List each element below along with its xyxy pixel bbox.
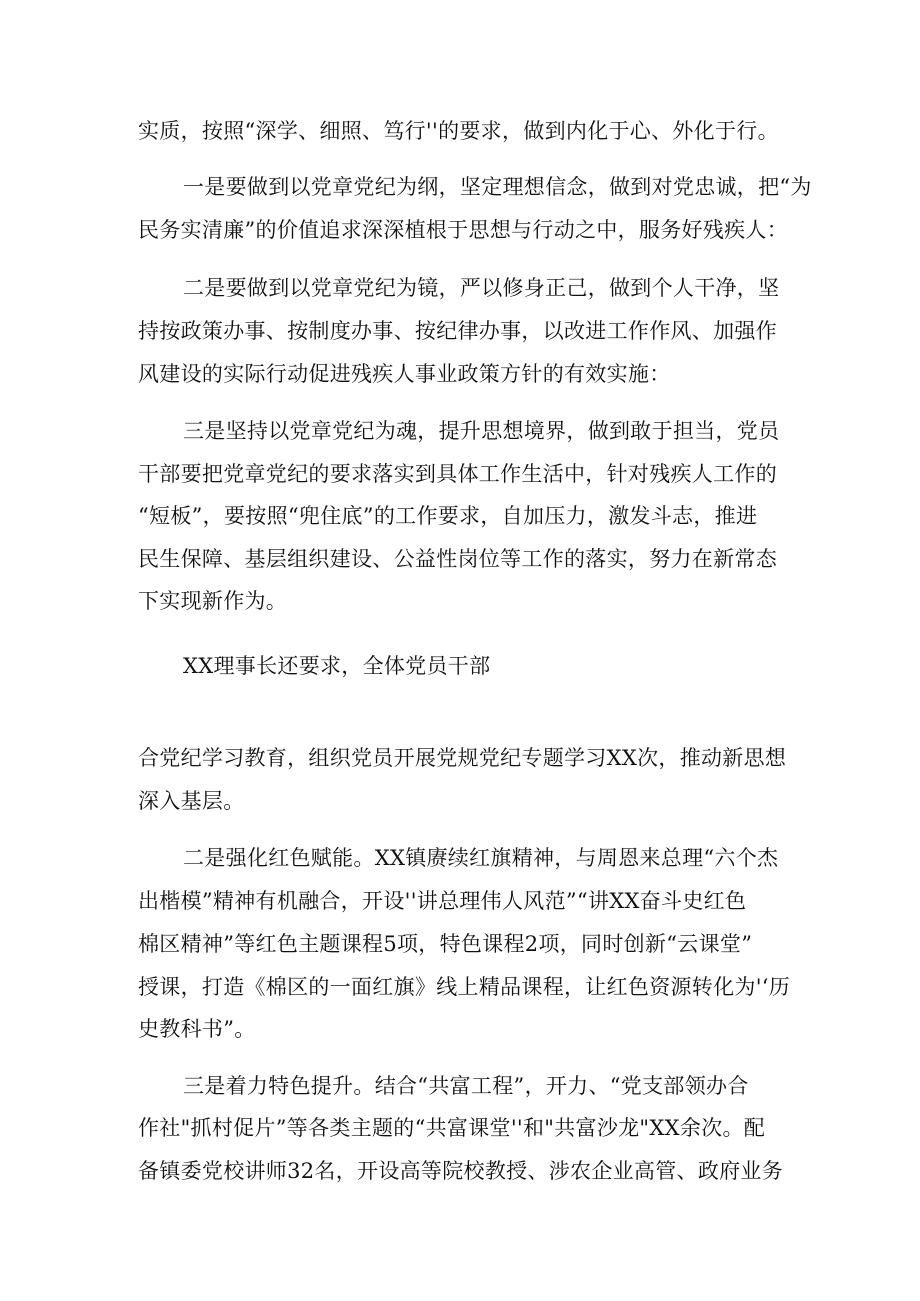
text-line: 作社"抓村促片”等各类主题的“共富课堂''和"共富沙龙"XX余次。配 xyxy=(138,1116,766,1140)
text-line: 一是要做到以党章党纪为纲，坚定理想信念，做到对党忠诚，把“为 xyxy=(183,175,812,199)
text-line: 三是着力特色提升。结合“共富工程”，开力、“党支部领办合 xyxy=(183,1074,749,1098)
text-line: 史教科书”。 xyxy=(138,1017,256,1041)
text-line: “短板”，要按照“兜住底”的工作要求，自加压力，激发斗志，推进 xyxy=(138,504,758,528)
text-line: 二是强化红色赋能。XX镇赓续红旗精神，与周恩来总理“六个杰 xyxy=(183,846,779,870)
text-line: 备镇委党校讲师32名，开设高等院校教授、涉农企业高管、政府业务 xyxy=(138,1159,784,1183)
text-line: 三是坚持以党章党纪为魂，提升思想境界，做到敢于担当，党员 xyxy=(183,419,780,443)
text-line: 干部要把党章党纪的要求落实到具体工作生活中，针对残疾人工作的 xyxy=(138,462,777,486)
text-line: 授课，打造《棉区的一面红旗》线上精品课程，让红色资源转化为'‘历 xyxy=(138,975,791,999)
text-line: 棉区精神”等红色主题课程5项，特色课程2项，同时创新“云课堂” xyxy=(138,932,753,956)
text-line: 下实现新作为。 xyxy=(138,589,288,613)
text-line: 深入基层。 xyxy=(138,789,245,813)
text-line: 持按政策办事、按制度办事、按纪律办事，以改进工作作风、加强作 xyxy=(138,319,777,343)
text-line: 二是要做到以党章党纪为镜，严以修身正己，做到个人干净，坚 xyxy=(183,276,780,300)
text-line: 民生保障、基层组织建设、公益性岗位等工作的落实，努力在新常态 xyxy=(138,547,777,571)
text-line: 出楷模”精神有机融合，开设''讲总理伟人风范”“讲XX奋斗史红色 xyxy=(138,889,747,913)
text-line: 合党纪学习教育，组织党员开展党规党纪专题学习XX次，推动新思想 xyxy=(138,746,787,770)
text-line: XX理事长还要求，全体党员干部 xyxy=(183,654,491,678)
text-line: 民务实清廉”的价值追求深深植根于思想与行动之中，服务好残疾人： xyxy=(138,218,789,242)
text-line: 实质，按照“深学、细照、笃行''的要求，做到内化于心、外化于行。 xyxy=(138,119,779,143)
text-line: 风建设的实际行动促进残疾人事业政策方针的有效实施： xyxy=(138,362,671,386)
